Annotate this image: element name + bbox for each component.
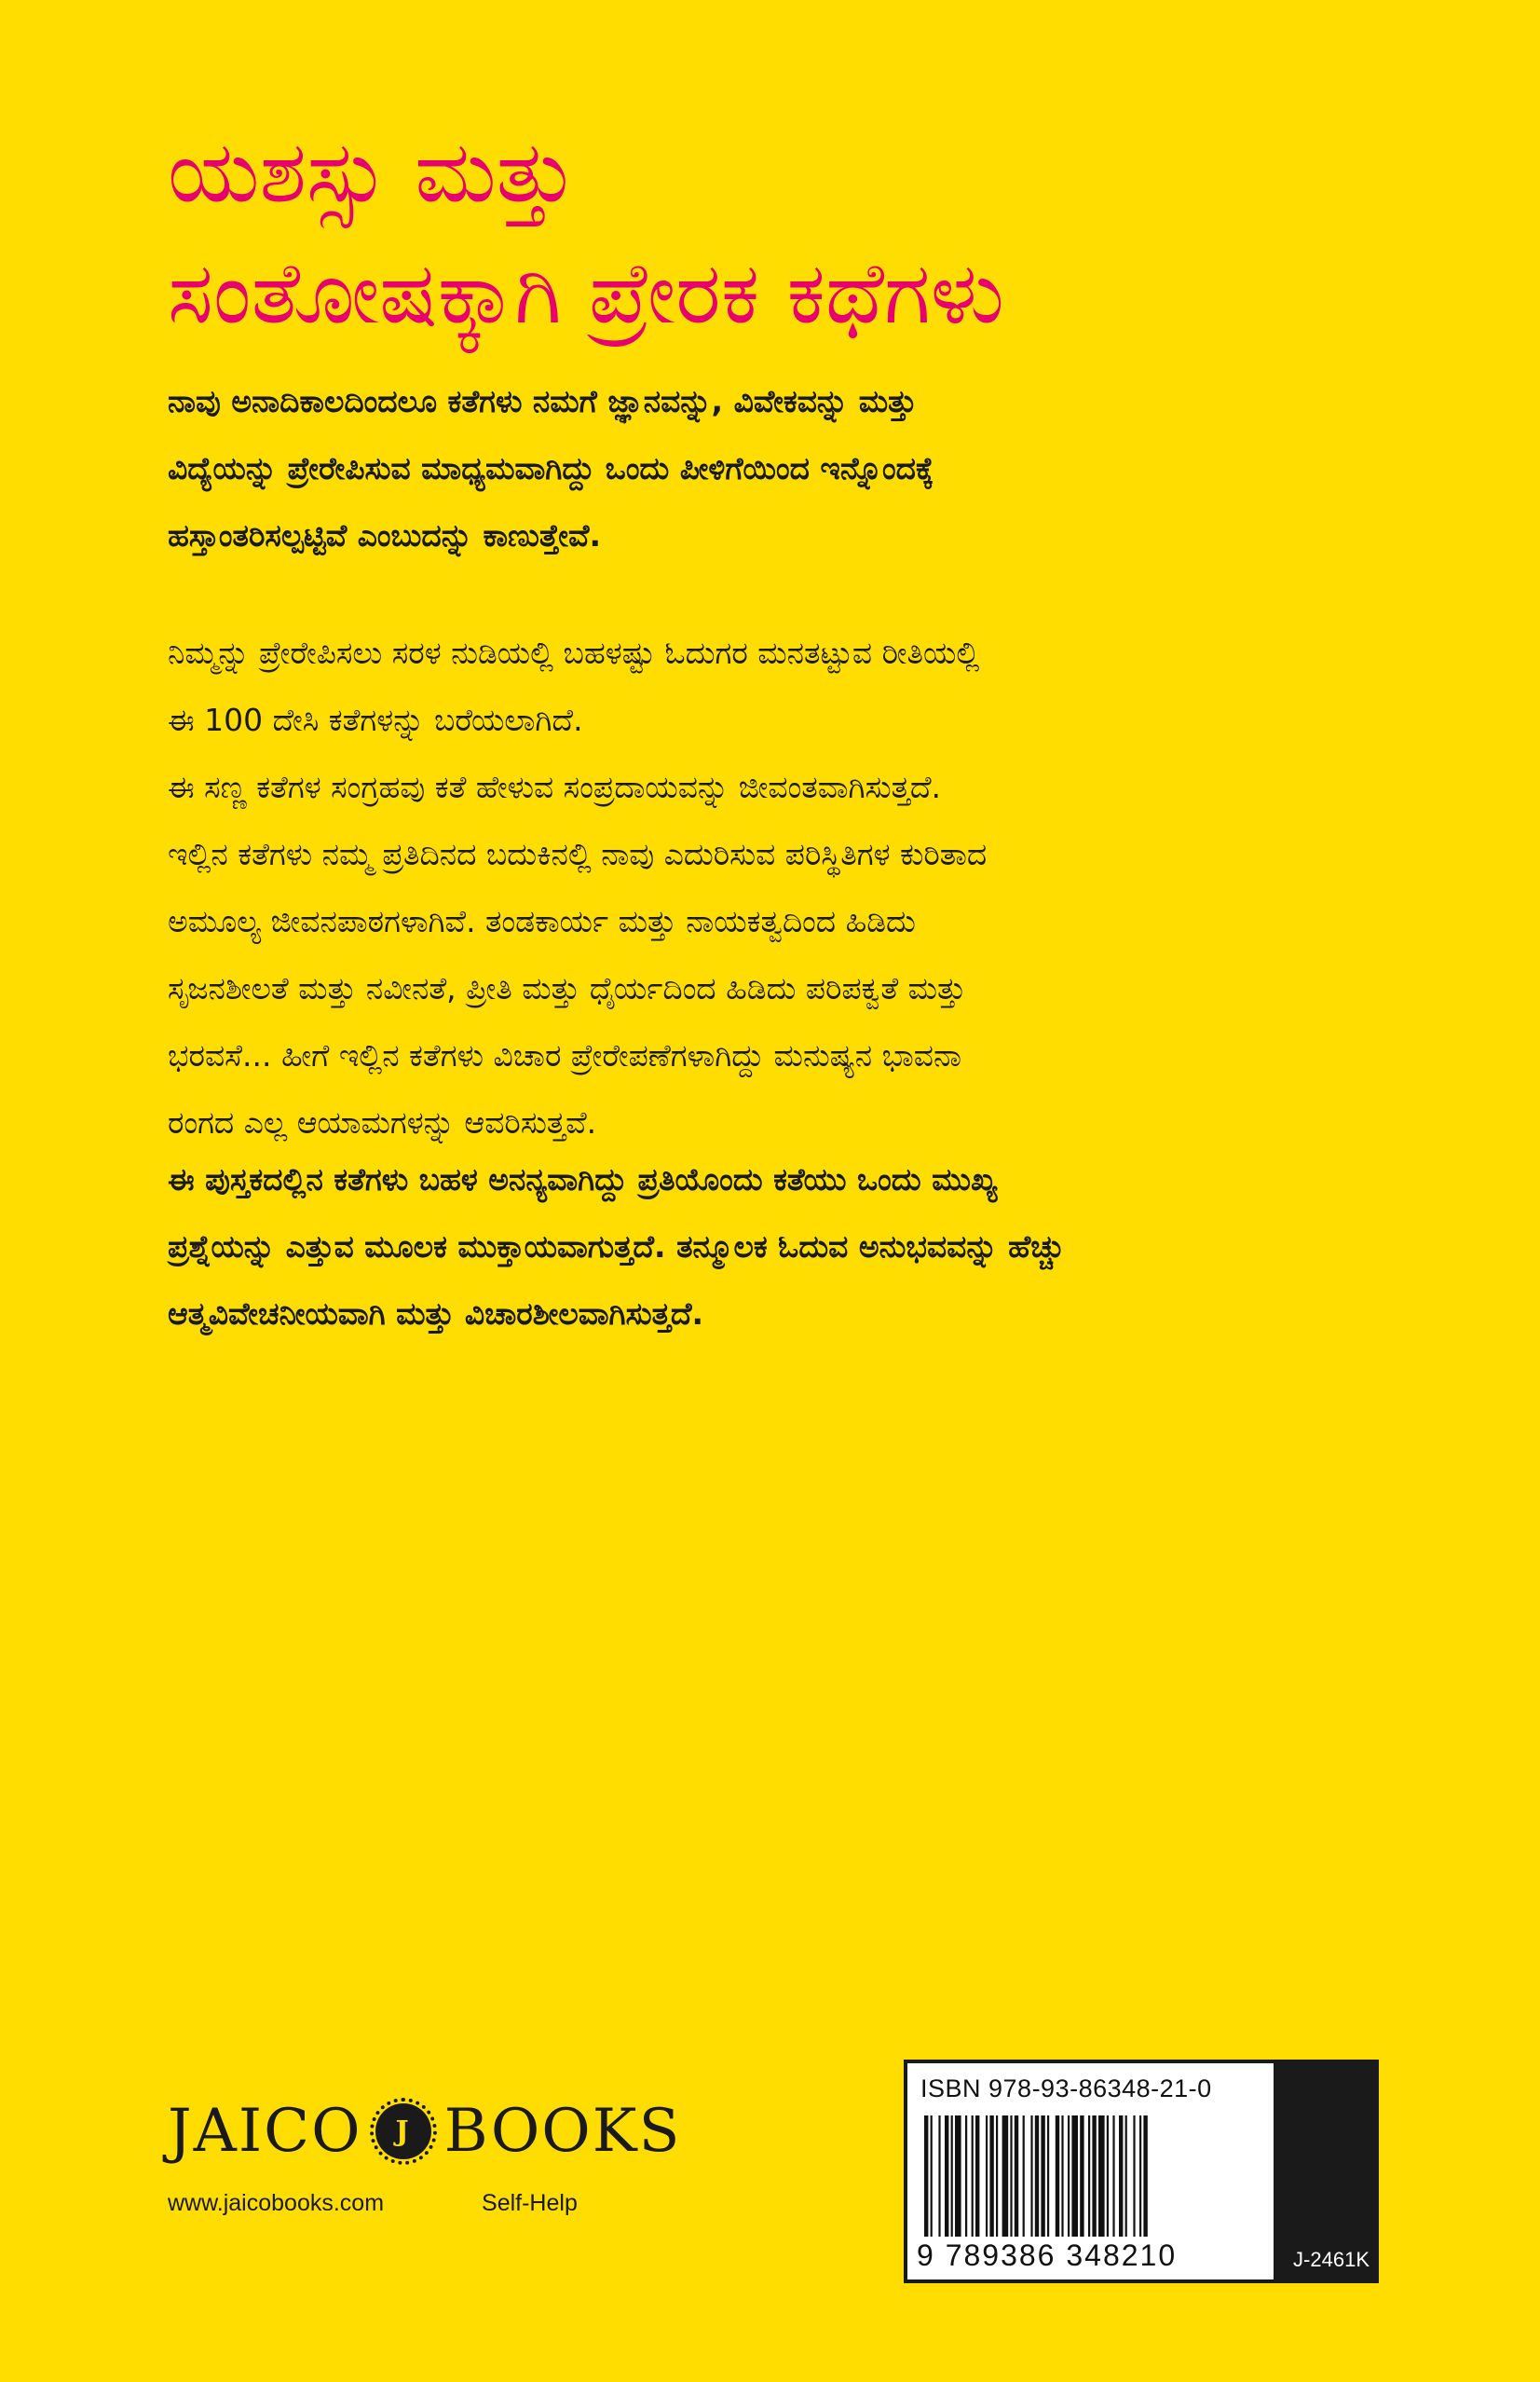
barcode-bar [989, 2115, 993, 2237]
description-paragraph [168, 620, 1379, 1157]
sun-emblem-icon [375, 2103, 431, 2159]
barcode-bar [986, 2115, 988, 2237]
book-title [168, 112, 1379, 354]
barcode-bar [972, 2115, 974, 2237]
publisher-meta [168, 2190, 681, 2217]
paragraph-line: ನಿಮ್ಮನ್ನು ಪ್ರೇರೇಪಿಸಲು ಸರಳ ನುಡಿಯಲ್ಲಿ ಬಹಳಷ್ಟು ಓದುಗರ ಮನತಟ್ಟುವ ರೀತಿಯಲ್ಲಿ [168, 635, 980, 671]
barcode-bar [938, 2115, 940, 2237]
barcode-bar [1092, 2115, 1096, 2237]
closing-paragraph [168, 1146, 1379, 1348]
paragraph-line: ರಂಗದ ಎಲ್ಲ ಆಯಾಮಗಳನ್ನು ಆವರಿಸುತ್ತವೆ. [168, 1104, 597, 1141]
paragraph-line: ಇಲ್ಲಿನ ಕತೆಗಳು ನಮ್ಮ ಪ್ರತಿದಿನದ ಬದುಕಿನಲ್ಲಿ ನಾವು ಎದುರಿಸುವ ಪರಿಸ್ಥಿತಿಗಳ ಕುರಿತಾದ [168, 836, 988, 872]
publisher-logo [168, 2097, 681, 2166]
paragraph-line: ಭರವಸೆ... ಹೀಗೆ ಇಲ್ಲಿನ ಕತೆಗಳು ವಿಚಾರ ಪ್ರೇರೇಪಣೆಗಳಾಗಿದ್ದು ಮನುಷ್ಯನ ಭಾವನಾ [168, 1037, 961, 1074]
barcode-bar [1133, 2115, 1135, 2237]
barcode-bar [1088, 2115, 1090, 2237]
barcode-bar [1107, 2115, 1109, 2237]
title-line-2: ಸಂತೋಷಕ್ಕಾಗಿ ಪ್ರೇರಕ ಕಥೆಗಳು [168, 243, 1004, 343]
barcode-bar [1023, 2115, 1025, 2237]
isbn-label: ISBN 978-93-86348-21-0 [920, 2074, 1212, 2102]
barcode-digits: 9 789386 348210 [917, 2238, 1178, 2272]
barcode-bar [1041, 2115, 1044, 2237]
barcode-bar [975, 2115, 979, 2237]
barcode-bar [1010, 2115, 1012, 2237]
barcode-bar [945, 2115, 948, 2237]
barcode-bar [951, 2115, 953, 2237]
logo-text-left: JAICO [168, 2097, 362, 2166]
publisher-website: www.jaicobooks.com [168, 2190, 385, 2216]
paragraph-line: ಸೃಜನಶೀಲತೆ ಮತ್ತು ನವೀನತೆ, ಪ್ರೀತಿ ಮತ್ತು ಧೈರ್ಯದಿಂದ ಹಿಡಿದು ಪರಿಪಕ್ವತೆ ಮತ್ತು [168, 970, 966, 1006]
intro-paragraph [168, 368, 1379, 569]
barcode-bar [1002, 2115, 1009, 2237]
barcode-panel [907, 2063, 1274, 2279]
barcode-bar [1035, 2115, 1039, 2237]
logo-text-right: BOOKS [443, 2097, 682, 2166]
barcode-bar [924, 2115, 928, 2237]
barcode-bar [1125, 2115, 1127, 2237]
paragraph-line: ಈ ಸಣ್ಣ ಕತೆಗಳ ಸಂಗ್ರಹವು ಕತೆ ಹೇಳುವ ಸಂಪ್ರದಾಯವನ್ನು ಜೀವಂತವಾಗಿಸುತ್ತದೆ. [168, 769, 942, 805]
paragraph-line: ನಾವು ಅನಾದಿಕಾಲದಿಂದಲೂ ಕತೆಗಳು ನಮಗೆ ಜ್ಞಾನವನ್ನು, ವಿವೇಕವನ್ನು ಮತ್ತು [168, 383, 917, 419]
barcode-block [904, 2060, 1379, 2283]
barcode-bar [1015, 2115, 1018, 2237]
paragraph-line: ಈ ಪುಸ್ತಕದಲ್ಲಿನ ಕತೆಗಳು ಬಹಳ ಅನನ್ಯವಾಗಿದ್ದು ಪ್ರತಿಯೊಂದು ಕತೆಯು ಒಂದು ಮುಖ್ಯ [168, 1161, 998, 1198]
barcode-bar [1056, 2115, 1059, 2237]
paragraph-line: ಅಮೂಲ್ಯ ಜೀವನಪಾಠಗಳಾಗಿವೆ. ತಂಡಕಾರ್ಯ ಮತ್ತು ನಾಯಕತ್ವದಿಂದ ಹಿಡಿದು [168, 903, 916, 939]
barcode-bar [1139, 2115, 1141, 2237]
paragraph-line: ಹಸ್ತಾಂತರಿಸಲ್ಪಟ್ಟಿವೆ ಎಂಬುದನ್ನು ಕಾಣುತ್ತೇವೆ. [168, 517, 602, 554]
barcode-bar [931, 2115, 933, 2237]
barcode-bar [1098, 2115, 1105, 2237]
barcode-bar [1112, 2115, 1114, 2237]
barcode-bar [996, 2115, 998, 2237]
barcode-bar [1119, 2115, 1123, 2237]
barcode-bar [1047, 2115, 1049, 2237]
barcode-bar [1030, 2115, 1032, 2237]
barcode-bars [924, 2115, 1260, 2237]
barcode-bar [1080, 2115, 1083, 2237]
title-line-1: ಯಶಸ್ಸು ಮತ್ತು [168, 122, 577, 222]
book-category: Self-Help [482, 2190, 578, 2216]
barcode-bar [1143, 2115, 1147, 2237]
emblem-letter: J [395, 2115, 411, 2148]
paragraph-line: ಆತ್ಮವಿವೇಚನೀಯವಾಗಿ ಮತ್ತು ವಿಚಾರಶೀಲವಾಗಿಸುತ್ತದೆ. [168, 1295, 704, 1332]
barcode-bar [1068, 2115, 1070, 2237]
barcode-bar [955, 2115, 961, 2237]
barcode-bar [965, 2115, 967, 2237]
paragraph-line: ಪ್ರಶ್ನೆಯನ್ನು ಎತ್ತುವ ಮೂಲಕ ಮುಕ್ತಾಯವಾಗುತ್ತದೆ. ತನ್ಮೂಲಕ ಓದುವ ಅನುಭವವನ್ನು ಹೆಚ್ಚು [168, 1228, 1065, 1265]
barcode-bar [1061, 2115, 1063, 2237]
paragraph-line: ವಿದ್ಯೆಯನ್ನು ಪ್ರೇರೇಪಿಸುವ ಮಾಧ್ಯಮವಾಗಿದ್ದು ಒಂದು ಪೀಳಿಗೆಯಿಂದ ಇನ್ನೊಂದಕ್ಕೆ [168, 450, 934, 486]
paragraph-line: ಈ 100 ದೇಸಿ ಕತೆಗಳನ್ನು ಬರೆಯಲಾಗಿದೆ. [168, 702, 583, 738]
barcode-bar [1071, 2115, 1078, 2237]
publisher-block [168, 2097, 681, 2217]
product-code: J-2461K [1293, 2248, 1370, 2271]
